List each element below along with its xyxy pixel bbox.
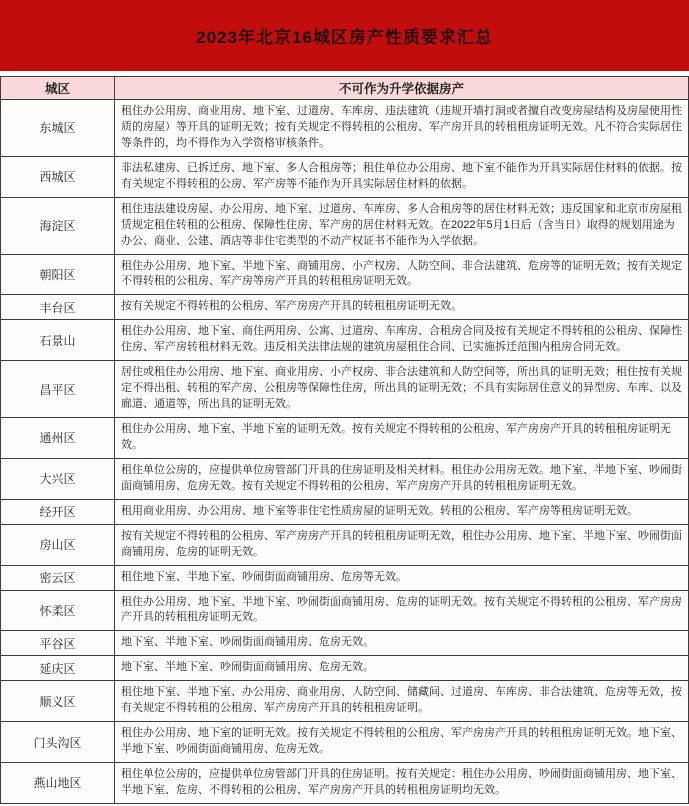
- table-row: [1, 656, 689, 681]
- detail-cell: 按有关规定不得转租的公租房、军产房房产开具的转租租房证明无效，租住办公用房、地下室、半地下室、吵闹街面商铺用房、危房的证明无效。: [115, 524, 689, 565]
- district-cell: 延庆区: [1, 656, 115, 681]
- detail-cell: 居住或租住办公用房、地下室、商业用房、小产权房、非合法建筑和人防空间等，所出具的证明无效；租住按有关规定不得出租、转租的军产房、公租房等保障性住房，所出具的证明无效；不具有实际居住意义的异型房、车库、以及廊道、通道等，所出具的证明无效。: [115, 361, 689, 418]
- header-detail: 不可作为升学依据房产: [115, 77, 689, 100]
- detail-cell: 地下室、半地下室、吵闹街面商铺用房、危房无效。: [115, 631, 689, 656]
- district-cell: 通州区: [1, 418, 115, 459]
- table-header: [1, 77, 689, 100]
- table-row: [1, 418, 689, 459]
- district-cell: 昌平区: [1, 361, 115, 418]
- detail-cell: 租住办公用房、地下室、半地下室的证明无效。按有关规定不得转租的公租房、军产房房产开具的转租租房证明无效。: [115, 418, 689, 459]
- district-cell: 东城区: [1, 100, 115, 157]
- detail-cell: 租用商业用房、办公用房、地下室等非住宅性质房屋的证明无效。转租的公租房、军产房等租房证明无效。: [115, 499, 689, 524]
- district-cell: 西城区: [1, 156, 115, 197]
- table-row: [1, 254, 689, 295]
- title-banner: [0, 0, 689, 71]
- district-cell: 门头沟区: [1, 722, 115, 763]
- detail-cell: 租住办公用房、地下室、半地下室、商铺用房、小产权房、人防空间、非合法建筑、危房等的证明无效；按有关规定不得转租的公租房、军产房等房产开具的转租租房证明无效。: [115, 254, 689, 295]
- detail-cell: 地下室、半地下室、吵闹街面商铺用房、危房无效。: [115, 656, 689, 681]
- detail-cell: 租住单位公房的，应提供单位房管部门开具的住房证明及相关材料。租住办公用房无效。地下室、半地下室、吵闹街面商铺用房、危房无效。按有关规定不得转租的公租房、军产房房产开具的转租租房证明无效。: [115, 458, 689, 499]
- detail-cell: 非法私建房、已拆迁房、地下室、多人合租房等；租住单位办公用房、地下室不能作为开具实际居住材料的依据。按有关规定不得转租的公房、军产房等不能作为开具实际居住材料的依据。: [115, 156, 689, 197]
- detail-cell: 租住单位公房的，应提供单位房管部门开具的住房证明。按有关规定：租住办公用房、吵闹街面商铺用房、地下室、半地下室、危房、不得转租的公租房、军产房房产开具的转租租房证明均无效。: [115, 763, 689, 804]
- table-row: [1, 458, 689, 499]
- detail-cell: 租住地下室、半地下室、吵闹街面商铺用房、危房等无效。: [115, 565, 689, 590]
- detail-cell: 租住办公用房、地下室的证明无效。按有关规定不得转租的公租房、军产房房产开具的转租租房证明无效。地下室、半地下室、吵闹街面商铺用房、危房无效。: [115, 722, 689, 763]
- district-cell: 朝阳区: [1, 254, 115, 295]
- detail-cell: 租住办公用房、商业用房、地下室、过道房、车库房、违法建筑（违规开墙打洞或者擅自改变房屋结构及房屋使用性质的房屋）等开具的证明无效；按有关规定不得转租的公租房、军产房开具的转租租房证明无效。凡不符合实际居住等条件的，均不得作为入学资格审核条件。: [115, 100, 689, 157]
- table-row: [1, 295, 689, 320]
- table-row: [1, 499, 689, 524]
- table-row: [1, 100, 689, 157]
- table-row: [1, 590, 689, 631]
- table-row: [1, 156, 689, 197]
- detail-cell: 租住地下室、半地下室、办公用房、商业用房、人防空间、储藏间、过道房、车库房、非合法建筑、危房等无效，按有关规定不得转租的公租房、军产房房产开具的转租租房证明。: [115, 681, 689, 722]
- table-row: [1, 361, 689, 418]
- district-cell: 顺义区: [1, 681, 115, 722]
- district-cell: 大兴区: [1, 458, 115, 499]
- district-cell: 海淀区: [1, 197, 115, 254]
- table-row: [1, 681, 689, 722]
- district-cell: 房山区: [1, 524, 115, 565]
- page-title: 2023年北京16城区房产性质要求汇总: [196, 28, 493, 47]
- district-cell: 平谷区: [1, 631, 115, 656]
- table-row: [1, 631, 689, 656]
- header-row: [1, 77, 689, 100]
- district-cell: 燕山地区: [1, 763, 115, 804]
- requirements-table: [0, 76, 689, 804]
- table-body: [1, 100, 689, 804]
- district-cell: 密云区: [1, 565, 115, 590]
- table-row: [1, 197, 689, 254]
- district-cell: 经开区: [1, 499, 115, 524]
- table-row: [1, 722, 689, 763]
- district-cell: 石景山: [1, 320, 115, 361]
- detail-cell: 租住办公用房、地下室、半地下室、吵闹街面商铺用房、危房的证明无效。按有关规定不得转租的公租房、军产房房产开具的转租租房证明无效。: [115, 590, 689, 631]
- table-row: [1, 524, 689, 565]
- district-cell: 怀柔区: [1, 590, 115, 631]
- detail-cell: 按有关规定不得转租的公租房、军产房房产开具的转租租房证明无效。: [115, 295, 689, 320]
- district-cell: 丰台区: [1, 295, 115, 320]
- table-row: [1, 763, 689, 804]
- header-district: 城区: [1, 77, 115, 100]
- detail-cell: 租住违法建设房屋、办公用房、地下室、过道房、车库房、多人合租房等的居住材料无效；违反国家和北京市房屋租赁规定租住转租的公租房、保障性住房、军产房的居住材料无效。在2022年5月1日后（含当日）取得的规划用途为办公、商业、公建、酒店等非住宅类型的不动产权证书不能作为入学依据。: [115, 197, 689, 254]
- table-row: [1, 320, 689, 361]
- detail-cell: 租住办公用房、地下室、商住两用房、公寓、过道房、车库房、合租房合同及按有关规定不得转租的公租房、保障性住房、军产房转租材料无效。违反相关法律法规的建筑房屋租住合同、已实施拆迁范围内租房合同无效。: [115, 320, 689, 361]
- table-row: [1, 565, 689, 590]
